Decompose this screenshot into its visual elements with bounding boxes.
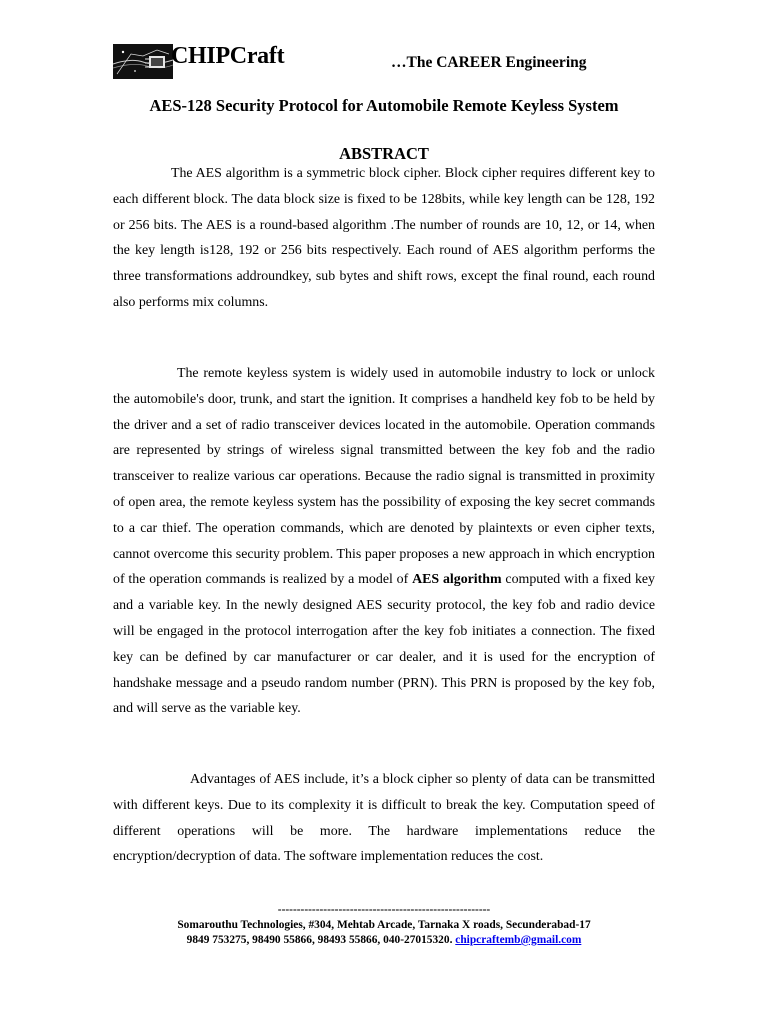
abstract-paragraph-3: Advantages of AES include, it’s a block cipher so plenty of data can be transmitted with different keys. Due to its complexity it is difficult to break the key. Computation speed of different operations will be more. The hardware implementations reduce the encryption/decryption of data. The software implementation reduces the cost. <box>113 772 655 865</box>
paragraph-2-emphasis: AES algorithm <box>412 572 502 588</box>
footer-email-link[interactable]: chipcraftemb@gmail.com <box>455 934 582 946</box>
abstract-heading: ABSTRACT <box>339 144 429 163</box>
footer-phones: 9849 753275, 98490 55866, 98493 55866, 040-27015320. <box>186 934 453 946</box>
chipcraft-logo <box>113 44 173 79</box>
chip-logo-icon <box>113 44 173 79</box>
page-footer <box>0 903 768 948</box>
document-title: AES-128 Security Protocol for Automobile Remote Keyless System <box>149 96 619 115</box>
brand-tagline: …The CAREER Engineering <box>391 54 587 71</box>
brand-name: CHIPCraft <box>171 43 285 69</box>
footer-contact <box>0 933 768 948</box>
paragraph-2-text-end: computed with a fixed key and a variable key. In the newly designed AES security protocol, the key fob and radio device will be engaged in the protocol interrogation after the key fob initiates a connection. The fixed key can be defined by car manufacturer or car dealer, and it is used for the encryption of handshake message and a pseudo random number (PRN). This PRN is proposed by the key fob, and will serve as the variable key. <box>113 572 655 717</box>
paragraph-2-text-start: The remote keyless system is widely used in automobile industry to lock or unlock the automobile's door, trunk, and start the ignition. It comprises a handheld key fob to be held by the driver and a set of radio transceiver devices located in the automobile. Operation commands are represented by strings of wireless signal transmitted between the key fob and the radio transceiver to realize various car operations. Because the radio signal is transmitted in proximity of open area, the remote keyless system has the possibility of exposing the key secret commands to a car thief. The operation commands, which are denoted by plaintexts or even cipher texts, cannot overcome this security problem. This paper proposes a new approach in which encryption of the operation commands is realized by a model of <box>113 366 655 588</box>
footer-address: Somarouthu Technologies, #304, Mehtab Arcade, Tarnaka X roads, Secunderabad-17 <box>177 919 591 931</box>
abstract-paragraph-2 <box>113 361 655 722</box>
abstract-paragraph-1: The AES algorithm is a symmetric block cipher. Block cipher requires different key to each different block. The data block size is fixed to be 128bits, while key length can be 128, 192 or 256 bits. The AES is a round-based algorithm .The number of rounds are 10, 12, or 14, when the key length is128, 192 or 256 bits respectively. Each round of AES algorithm performs the three transformations addroundkey, sub bytes and shift rows, except the final round, each round also performs mix columns. <box>113 166 655 310</box>
footer-divider: -------------------------------------------------------- <box>277 904 491 916</box>
